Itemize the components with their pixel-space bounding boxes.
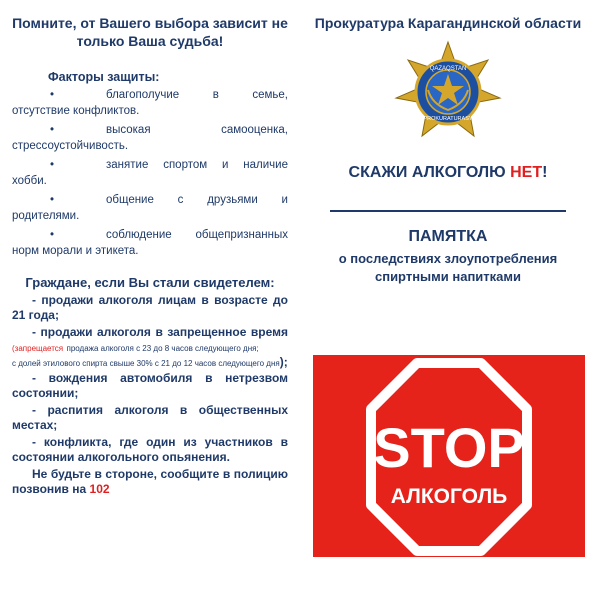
forbidden-note-second [12,357,288,369]
phone-number: 102 [89,482,110,496]
emblem-top-text: QAZAQSTAN [429,66,467,72]
factor-item [12,122,288,154]
slogan [306,164,590,182]
factor-text: благополучие в семье, отсутствие конфликтов. [12,89,288,117]
citizens-title: Граждане, если Вы стали свидетелем: [25,275,275,290]
witness-item-forbidden-time [12,325,288,355]
memo-title: ПАМЯТКА [408,228,488,245]
right-column [306,14,590,286]
warning-title: Помните, от Вашего выбора зависит не только Ваша судьба! [12,15,288,49]
forbidden-time-label: - продажи алкоголя в запрещенное время [32,325,288,339]
bullet-icon: • [50,159,55,171]
factor-item [12,157,288,189]
bullet-icon: • [50,89,55,101]
memo-subtitle: о последствиях злоупотребления спиртными напитками [338,251,558,284]
prosecutor-emblem-icon [392,40,504,144]
witness-item-public-drinking: - распития алкоголя в общественных местах; [12,403,288,432]
org-name: Прокуратура Карагандинской области [314,15,582,31]
forbidden-note-end: ); [279,355,288,369]
stop-sign-icon [313,355,585,557]
forbidden-note-second-text: с долей этилового спирта свыше 30% с 21 до 12 часов следующего дня [12,359,280,368]
factor-text: соблюдение общепризнанных норм морали и этикета. [12,229,288,257]
factor-item [12,87,288,119]
factor-text: общение с друзьями и родителями. [12,194,288,222]
stop-banner [313,355,585,557]
factor-text: высокая самооценка, стрессоустойчивость. [12,124,288,152]
slogan-red: НЕТ [510,164,543,181]
stop-word: STOP [373,416,525,479]
bullet-icon: • [50,124,55,136]
divider [330,210,566,212]
witness-item-conflict: - конфликта, где один из участников в состоянии алкогольного опьянения. [12,435,288,464]
witness-item-underage-sale: - продажи алкоголя лицам в возрасте до 21 года; [12,293,288,322]
emblem-bottom-text: PROKURATURASY [423,116,473,122]
forbidden-note: продажа алкоголя с 23 до 8 часов следующего дня; [66,344,259,353]
left-column [12,14,288,499]
stop-subtitle: АЛКОГОЛЬ [390,485,508,508]
forbidden-note-red: (запрещается [12,344,64,353]
factor-item [12,227,288,259]
call-text: Не будьте в стороне, сообщите в полицию позвонив на [12,467,288,496]
call-police-text [12,467,288,497]
slogan-main: СКАЖИ АЛКОГОЛЮ [348,164,506,181]
factor-text: занятие спортом и наличие хобби. [12,159,288,187]
factors-title: Факторы защиты: [48,70,160,84]
bullet-icon: • [50,194,55,206]
witness-item-drunk-driving: - вождения автомобиля в нетрезвом состоянии; [12,371,288,400]
factor-item [12,192,288,224]
slogan-end: ! [542,164,548,181]
bullet-icon: • [50,229,55,241]
